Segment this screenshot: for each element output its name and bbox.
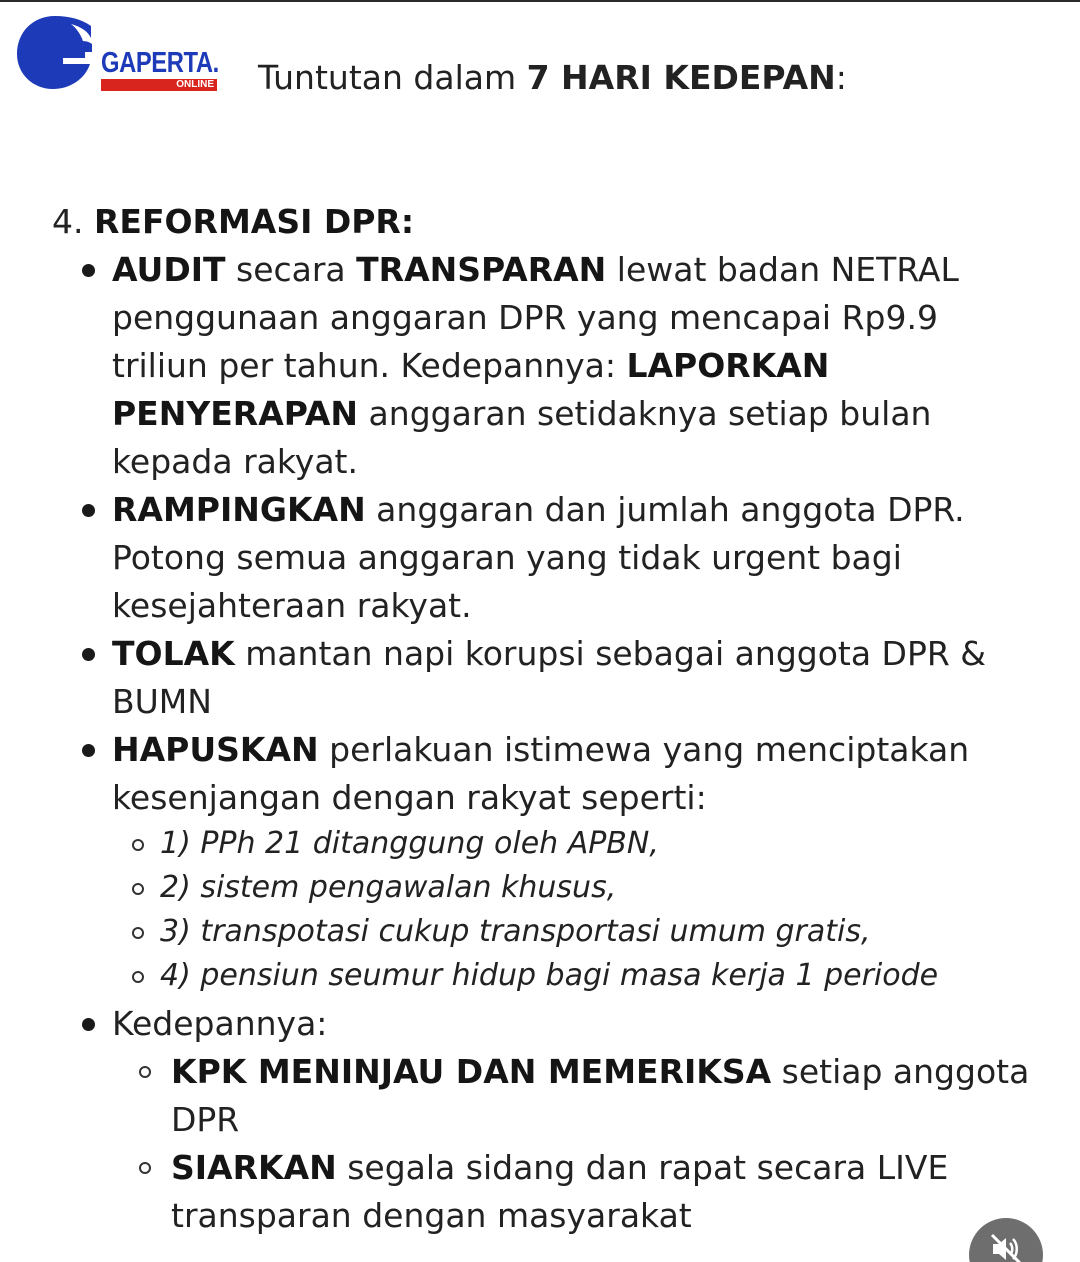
text-run: perlakuan istimewa yang menciptakan <box>318 730 970 769</box>
text-line <box>112 534 902 582</box>
bold-phrase: LAPORKAN <box>626 346 830 385</box>
text-run: anggaran setidaknya setiap bulan <box>358 394 932 433</box>
text-line <box>112 630 986 678</box>
sub-bullet-icon <box>132 883 144 895</box>
brand-name: GAPERTA. <box>101 47 219 79</box>
text-line <box>112 438 358 486</box>
sub-list-item: 2) sistem pengawalan khusus, <box>160 870 617 905</box>
sub-list-item: 1) PPh 21 ditanggung oleh APBN, <box>160 826 659 861</box>
bold-phrase: AUDIT <box>112 250 226 289</box>
text-line <box>171 1048 1029 1096</box>
text-run: anggaran dan jumlah anggota DPR. <box>365 490 965 529</box>
header-emphasis: 7 HARI KEDEPAN <box>526 58 836 97</box>
header-prefix: Tuntutan dalam <box>258 58 527 97</box>
bullet-icon <box>82 264 95 277</box>
section-title-text: REFORMASI DPR: <box>93 202 415 241</box>
section-title <box>52 198 414 246</box>
text-run: setiap anggota <box>771 1052 1030 1091</box>
page-header <box>258 56 847 100</box>
bullet-icon <box>82 744 95 757</box>
text-line <box>171 1096 239 1144</box>
bold-phrase: TOLAK <box>112 634 235 673</box>
section-number: 4. <box>52 202 94 241</box>
text-run: Kedepannya: <box>112 1004 328 1043</box>
mute-button[interactable] <box>969 1218 1043 1262</box>
text-line <box>112 774 707 822</box>
bold-phrase: KPK MENINJAU DAN MEMERIKSA <box>171 1052 772 1091</box>
text-run: kesejahteraan rakyat. <box>112 586 472 625</box>
text-run: penggunaan anggaran DPR yang mencapai Rp9.9 <box>112 298 938 337</box>
text-line <box>112 390 931 438</box>
text-line <box>171 1192 692 1240</box>
bold-phrase: TRANSPARAN <box>356 250 607 289</box>
text-line <box>112 678 212 726</box>
gaperta-logo-icon <box>15 14 93 90</box>
sub-list-item: 3) transpotasi cukup transportasi umum gratis, <box>160 914 871 949</box>
text-run: mantan napi korupsi sebagai anggota DPR & <box>234 634 987 673</box>
text-line <box>112 342 829 390</box>
mute-speaker-icon <box>989 1232 1023 1262</box>
text-line <box>171 1144 948 1192</box>
header-suffix: : <box>835 58 847 97</box>
text-run: DPR <box>171 1100 240 1139</box>
sub-bullet-icon <box>139 1162 151 1174</box>
text-line <box>112 582 472 630</box>
text-run: lewat badan NETRAL <box>606 250 959 289</box>
bullet-icon <box>82 648 95 661</box>
sub-bullet-icon <box>132 927 144 939</box>
brand-tagline: ONLINE <box>101 79 217 91</box>
text-run: BUMN <box>112 682 212 721</box>
text-run: transparan dengan masyarakat <box>171 1196 692 1235</box>
text-run: triliun per tahun. Kedepannya: <box>112 346 627 385</box>
text-run: segala sidang dan rapat secara LIVE <box>336 1148 949 1187</box>
text-run: kesenjangan dengan rakyat seperti: <box>112 778 707 817</box>
bold-phrase: HAPUSKAN <box>112 730 319 769</box>
bullet-icon <box>82 504 95 517</box>
text-run: Potong semua anggaran yang tidak urgent bagi <box>112 538 902 577</box>
text-run: secara <box>225 250 357 289</box>
top-border <box>0 0 1080 2</box>
text-line <box>112 1000 327 1048</box>
sub-bullet-icon <box>132 971 144 983</box>
sub-bullet-icon <box>132 839 144 851</box>
text-line <box>112 726 969 774</box>
text-line <box>112 486 965 534</box>
text-run: kepada rakyat. <box>112 442 358 481</box>
brand-logo <box>15 14 225 94</box>
text-line <box>112 246 959 294</box>
sub-list-item: 4) pensiun seumur hidup bagi masa kerja 1 periode <box>160 958 939 993</box>
bold-phrase: RAMPINGKAN <box>112 490 366 529</box>
bold-phrase: SIARKAN <box>171 1148 337 1187</box>
text-line <box>112 294 938 342</box>
bullet-icon <box>82 1018 95 1031</box>
sub-bullet-icon <box>139 1066 151 1078</box>
bold-phrase: PENYERAPAN <box>112 394 359 433</box>
